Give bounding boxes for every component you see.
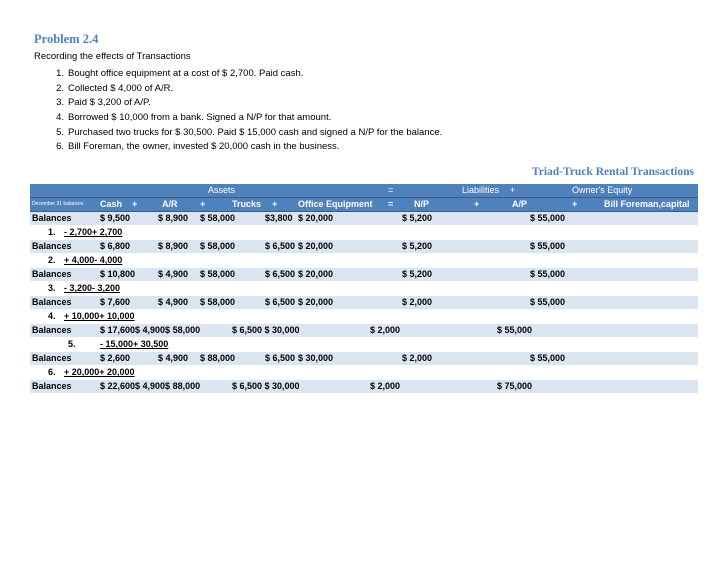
item-number: 5. xyxy=(56,126,64,138)
table-row-transaction xyxy=(30,254,698,268)
cash-value: $ 2,600 xyxy=(100,353,131,363)
balances-label: Balances xyxy=(32,241,72,251)
cash-value: $ 17,600$ 4,900$ 58,000 xyxy=(100,325,201,335)
header-plus: + xyxy=(272,199,278,209)
list-item xyxy=(34,126,442,141)
item-text: Bought office equipment at a cost of $ 2,700. Paid cash. xyxy=(68,68,304,79)
trucks-value: $ 58,000 xyxy=(200,241,236,251)
table-row-balance xyxy=(30,380,698,394)
header-ap: A/P xyxy=(512,199,528,209)
ar-value: $ 4,900 xyxy=(158,353,189,363)
header-plus: + xyxy=(510,185,516,195)
problem-title: Problem 2.4 xyxy=(34,32,99,46)
header-date: December 31 balances xyxy=(32,201,84,207)
header-plus: + xyxy=(132,199,138,209)
header-liabilities: Liabilities xyxy=(462,185,500,195)
transaction-entry: - 3,200- 3,200 xyxy=(64,283,121,293)
trucks-value: $ 58,000 xyxy=(200,297,236,307)
item-text: Bill Foreman, the owner, invested $ 20,000 cash in the business. xyxy=(68,141,340,153)
equipment-value: $ 6,500 $ 30,000 xyxy=(232,381,300,391)
transaction-entry: + 10,000+ 10,000 xyxy=(64,311,135,321)
header-np: N/P xyxy=(414,199,430,209)
trucks-value: $ 58,000 xyxy=(200,269,236,279)
transaction-number: 6. xyxy=(48,367,56,377)
item-text: Borrowed $ 10,000 from a bank. Signed a N/P for that amount. xyxy=(68,112,332,124)
capital-value: $ 75,000 xyxy=(497,381,533,391)
np-value: $ 5,200 xyxy=(402,241,433,251)
list-item xyxy=(34,67,442,82)
np-value: $ 2,000 xyxy=(370,325,401,335)
trucks-value: $ 58,000 xyxy=(200,213,236,223)
cash-value: $ 7,600 xyxy=(100,297,131,307)
header-ar: A/R xyxy=(162,199,178,209)
header-equals: = xyxy=(388,185,394,195)
item-number: 2. xyxy=(56,82,64,94)
equipment-value: $3,800 xyxy=(265,213,293,223)
transaction-entry: - 2,700+ 2,700 xyxy=(64,227,123,237)
ar-value: $ 4,900 xyxy=(158,269,189,279)
transaction-number: 5. xyxy=(68,339,76,349)
equipment-value: $ 6,500 xyxy=(265,241,296,251)
table-row-balance xyxy=(30,268,698,282)
header-plus: + xyxy=(572,199,578,209)
item-number: 3. xyxy=(56,97,64,109)
equipment-value-2: $ 20,000 xyxy=(298,297,334,307)
equipment-value-2: $ 20,000 xyxy=(298,269,334,279)
balances-label: Balances xyxy=(32,269,72,279)
table-row-transaction xyxy=(30,310,698,324)
table-row-balance xyxy=(30,352,698,366)
table-row-transaction xyxy=(30,338,698,352)
balances-label: Balances xyxy=(32,381,72,391)
list-item xyxy=(34,82,442,97)
problem-subtitle: Recording the effects of Transactions xyxy=(34,51,191,62)
transaction-number: 4. xyxy=(48,311,56,321)
np-value: $ 2,000 xyxy=(370,381,401,391)
capital-value: $ 55,000 xyxy=(530,213,566,223)
capital-value: $ 55,000 xyxy=(530,241,566,251)
list-item xyxy=(34,111,442,126)
transaction-entry: + 4,000- 4,000 xyxy=(64,255,123,265)
header-equals: = xyxy=(388,199,394,209)
np-value: $ 5,200 xyxy=(402,269,433,279)
header-assets: Assets xyxy=(208,185,236,195)
header-plus: + xyxy=(200,199,206,209)
list-item xyxy=(34,140,442,155)
cash-value: $ 6,800 xyxy=(100,241,131,251)
item-number: 1. xyxy=(56,68,64,79)
table-row-balance xyxy=(30,240,698,254)
header-office-equipment: Office Equipment xyxy=(298,199,373,209)
balances-label: Balances xyxy=(32,325,72,335)
equipment-value-2: $ 30,000 xyxy=(298,353,334,363)
capital-value: $ 55,000 xyxy=(530,269,566,279)
table-header-bottom xyxy=(30,198,698,212)
list-item xyxy=(34,96,442,111)
table-row-transaction xyxy=(30,282,698,296)
header-owners-equity: Owner's Equity xyxy=(572,185,633,195)
table-row-transaction xyxy=(30,226,698,240)
ar-value: $ 4,900 xyxy=(158,297,189,307)
balances-label: Balances xyxy=(32,353,72,363)
cash-value: $ 22,600$ 4,900$ 88,000 xyxy=(100,381,201,391)
capital-value: $ 55,000 xyxy=(530,353,566,363)
trucks-value: $ 88,000 xyxy=(200,353,236,363)
ar-value: $ 8,900 xyxy=(158,213,189,223)
header-trucks: Trucks xyxy=(232,199,262,209)
equipment-value: $ 6,500 xyxy=(265,269,296,279)
np-value: $ 2,000 xyxy=(402,353,433,363)
item-number: 6. xyxy=(56,141,64,153)
cash-value: $ 10,800 xyxy=(100,269,136,279)
table-row-balance xyxy=(30,324,698,338)
table-title: Triad-Truck Rental Transactions xyxy=(531,166,694,178)
equipment-value: $ 6,500 xyxy=(265,297,296,307)
header-cash: Cash xyxy=(100,199,123,209)
item-number: 4. xyxy=(56,112,64,124)
transaction-number: 1. xyxy=(48,227,56,237)
capital-value: $ 55,000 xyxy=(497,325,533,335)
item-text: Collected $ 4,000 of A/R. xyxy=(68,82,174,94)
ar-value: $ 8,900 xyxy=(158,241,189,251)
header-capital: Bill Foreman,capital xyxy=(604,199,690,209)
balances-label: Balances xyxy=(32,213,72,223)
balances-label: Balances xyxy=(32,297,72,307)
np-value: $ 5,200 xyxy=(402,213,433,223)
transaction-number: 3. xyxy=(48,283,56,293)
np-value: $ 2,000 xyxy=(402,297,433,307)
equipment-value: $ 6,500 xyxy=(265,353,296,363)
table-row-balance xyxy=(30,296,698,310)
item-text: Paid $ 3,200 of A/P. xyxy=(68,97,151,109)
equipment-value: $ 6,500 $ 30,000 xyxy=(232,325,300,335)
equipment-value-2: $ 20,000 xyxy=(298,241,334,251)
equipment-value-2: $ 20,000 xyxy=(298,213,334,223)
table-row-balance xyxy=(30,212,698,226)
table-header-top xyxy=(30,184,698,198)
header-plus: + xyxy=(474,199,480,209)
transaction-entry: + 20,000+ 20,000 xyxy=(64,367,135,377)
transaction-list xyxy=(34,67,442,155)
table-row-transaction xyxy=(30,366,698,380)
item-text: Purchased two trucks for $ 30,500. Paid $ 15,000 cash and signed a N/P for the balance. xyxy=(68,126,443,138)
capital-value: $ 55,000 xyxy=(530,297,566,307)
transaction-entry: - 15,000+ 30,500 xyxy=(100,339,169,349)
transaction-number: 2. xyxy=(48,255,56,265)
transactions-table xyxy=(30,184,698,394)
cash-value: $ 9,500 xyxy=(100,213,131,223)
